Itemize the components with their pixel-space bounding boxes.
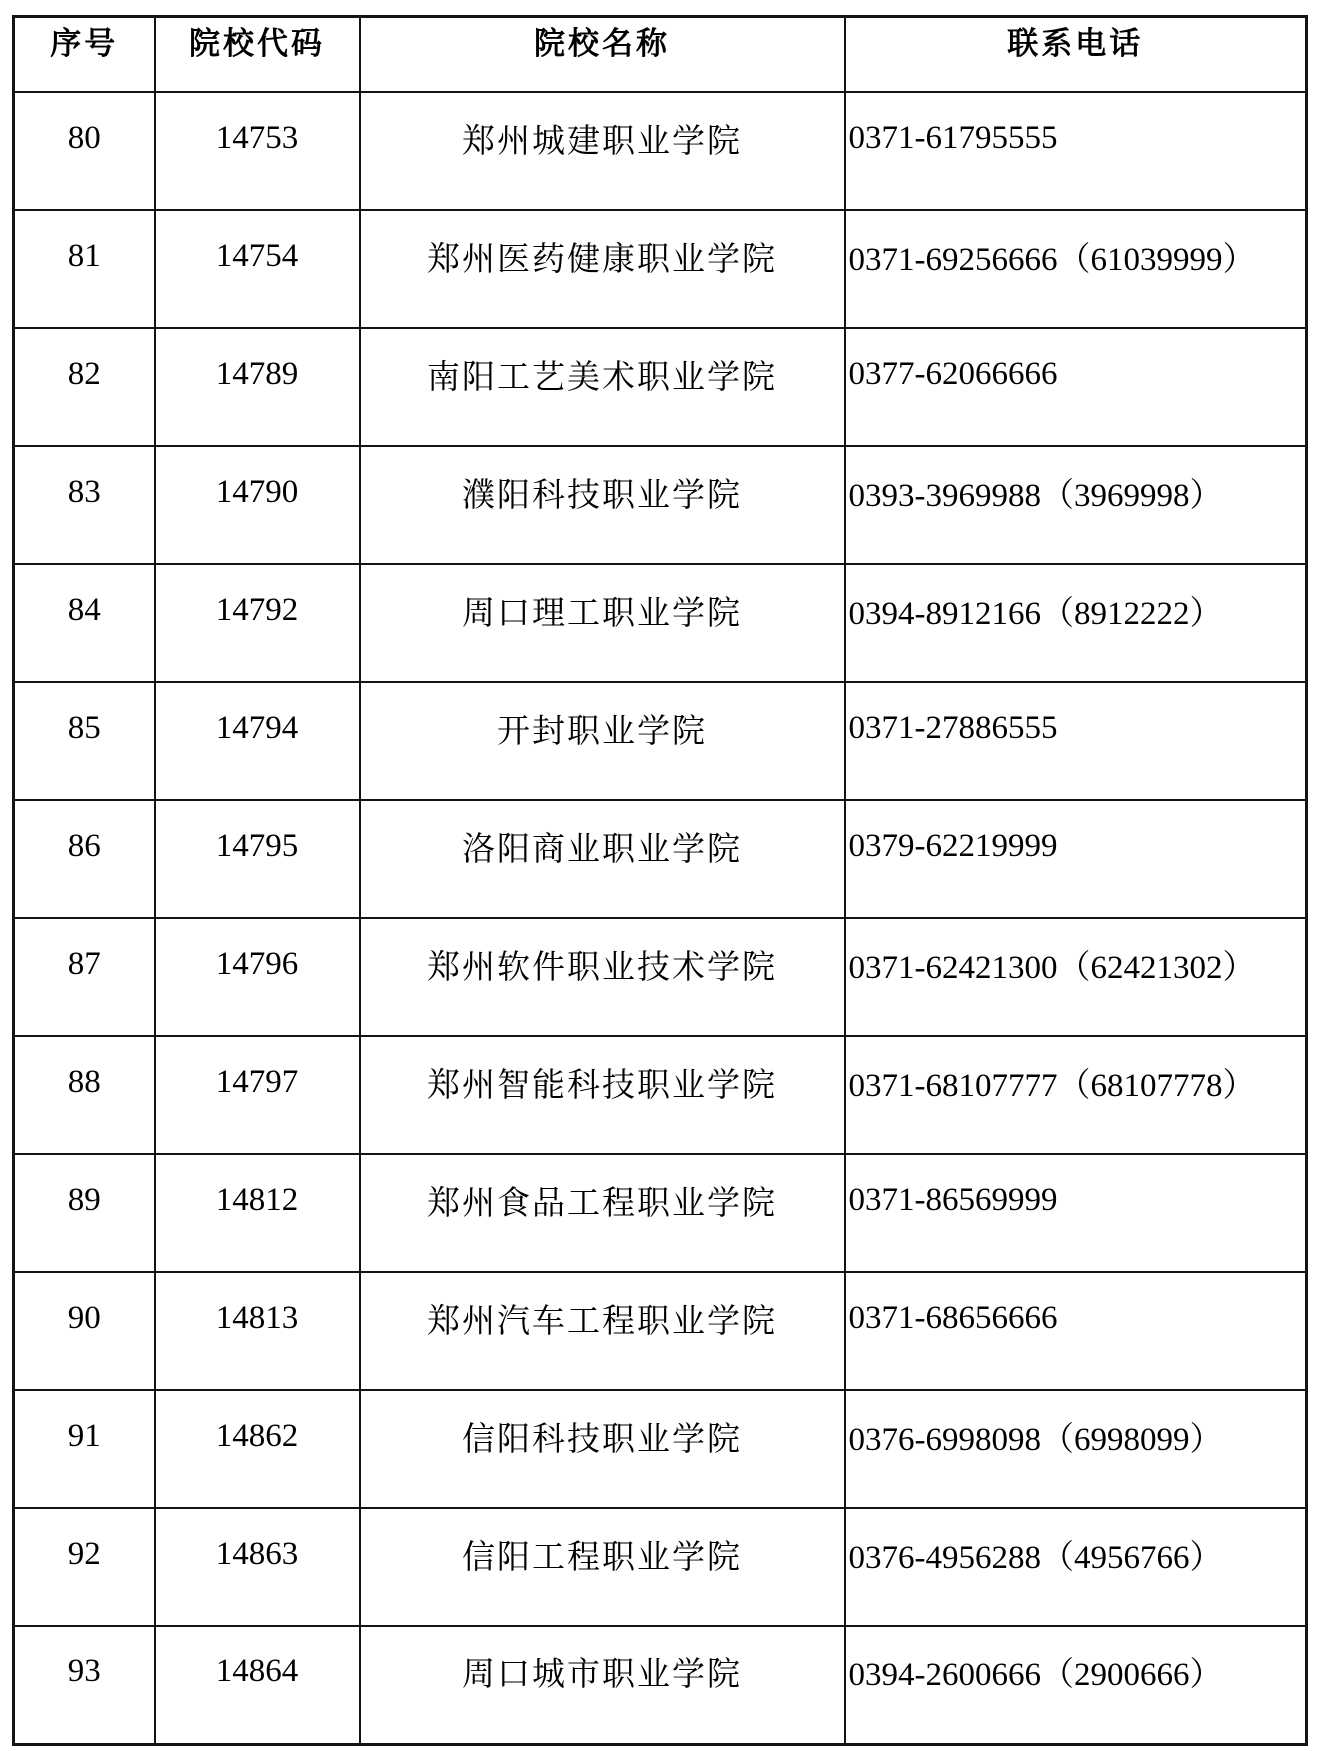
cell-code: 14795 (155, 800, 360, 918)
cell-code: 14796 (155, 918, 360, 1036)
table-row (14, 210, 1307, 328)
table-row (14, 1154, 1307, 1272)
cell-name: 濮阳科技职业学院 (360, 446, 845, 564)
cell-name: 信阳科技职业学院 (360, 1390, 845, 1508)
table-row (14, 1272, 1307, 1390)
table-row (14, 1390, 1307, 1508)
column-header-index: 序号 (14, 17, 155, 93)
cell-name: 郑州医药健康职业学院 (360, 210, 845, 328)
institutions-contact-table (12, 15, 1308, 1746)
column-header-code: 院校代码 (155, 17, 360, 93)
cell-phone: 0376-4956288（4956766） (845, 1508, 1307, 1626)
cell-index: 81 (14, 210, 155, 328)
cell-phone: 0394-2600666（2900666） (845, 1626, 1307, 1744)
table-row (14, 682, 1307, 800)
table-row (14, 1508, 1307, 1626)
cell-phone: 0371-86569999 (845, 1154, 1307, 1272)
column-header-phone: 联系电话 (845, 17, 1307, 93)
table-row (14, 564, 1307, 682)
cell-index: 86 (14, 800, 155, 918)
cell-name: 郑州汽车工程职业学院 (360, 1272, 845, 1390)
table-row (14, 446, 1307, 564)
cell-name: 郑州智能科技职业学院 (360, 1036, 845, 1154)
cell-phone: 0376-6998098（6998099） (845, 1390, 1307, 1508)
cell-code: 14792 (155, 564, 360, 682)
cell-index: 82 (14, 328, 155, 446)
header-row (14, 17, 1307, 93)
table-row (14, 800, 1307, 918)
cell-phone: 0379-62219999 (845, 800, 1307, 918)
cell-name: 洛阳商业职业学院 (360, 800, 845, 918)
cell-code: 14789 (155, 328, 360, 446)
cell-code: 14812 (155, 1154, 360, 1272)
table-body (14, 92, 1307, 1744)
cell-index: 91 (14, 1390, 155, 1508)
cell-phone: 0393-3969988（3969998） (845, 446, 1307, 564)
cell-index: 93 (14, 1626, 155, 1744)
cell-name: 南阳工艺美术职业学院 (360, 328, 845, 446)
cell-phone: 0371-68656666 (845, 1272, 1307, 1390)
cell-name: 开封职业学院 (360, 682, 845, 800)
cell-name: 郑州软件职业技术学院 (360, 918, 845, 1036)
cell-name: 信阳工程职业学院 (360, 1508, 845, 1626)
table-row (14, 328, 1307, 446)
cell-index: 84 (14, 564, 155, 682)
cell-code: 14797 (155, 1036, 360, 1154)
cell-phone: 0371-61795555 (845, 92, 1307, 210)
cell-code: 14753 (155, 92, 360, 210)
table-row (14, 92, 1307, 210)
cell-code: 14790 (155, 446, 360, 564)
cell-phone: 0394-8912166（8912222） (845, 564, 1307, 682)
table-header (14, 17, 1307, 93)
cell-phone: 0377-62066666 (845, 328, 1307, 446)
cell-phone: 0371-68107777（68107778） (845, 1036, 1307, 1154)
cell-code: 14794 (155, 682, 360, 800)
table-row (14, 1626, 1307, 1744)
cell-index: 87 (14, 918, 155, 1036)
cell-code: 14863 (155, 1508, 360, 1626)
cell-name: 周口城市职业学院 (360, 1626, 845, 1744)
cell-index: 80 (14, 92, 155, 210)
cell-code: 14862 (155, 1390, 360, 1508)
cell-name: 郑州城建职业学院 (360, 92, 845, 210)
cell-index: 89 (14, 1154, 155, 1272)
cell-index: 92 (14, 1508, 155, 1626)
cell-code: 14864 (155, 1626, 360, 1744)
cell-name: 周口理工职业学院 (360, 564, 845, 682)
column-header-name: 院校名称 (360, 17, 845, 93)
cell-index: 83 (14, 446, 155, 564)
cell-name: 郑州食品工程职业学院 (360, 1154, 845, 1272)
cell-phone: 0371-27886555 (845, 682, 1307, 800)
cell-index: 85 (14, 682, 155, 800)
cell-phone: 0371-62421300（62421302） (845, 918, 1307, 1036)
table-row (14, 918, 1307, 1036)
cell-index: 90 (14, 1272, 155, 1390)
cell-phone: 0371-69256666（61039999） (845, 210, 1307, 328)
cell-code: 14813 (155, 1272, 360, 1390)
cell-index: 88 (14, 1036, 155, 1154)
cell-code: 14754 (155, 210, 360, 328)
table-row (14, 1036, 1307, 1154)
